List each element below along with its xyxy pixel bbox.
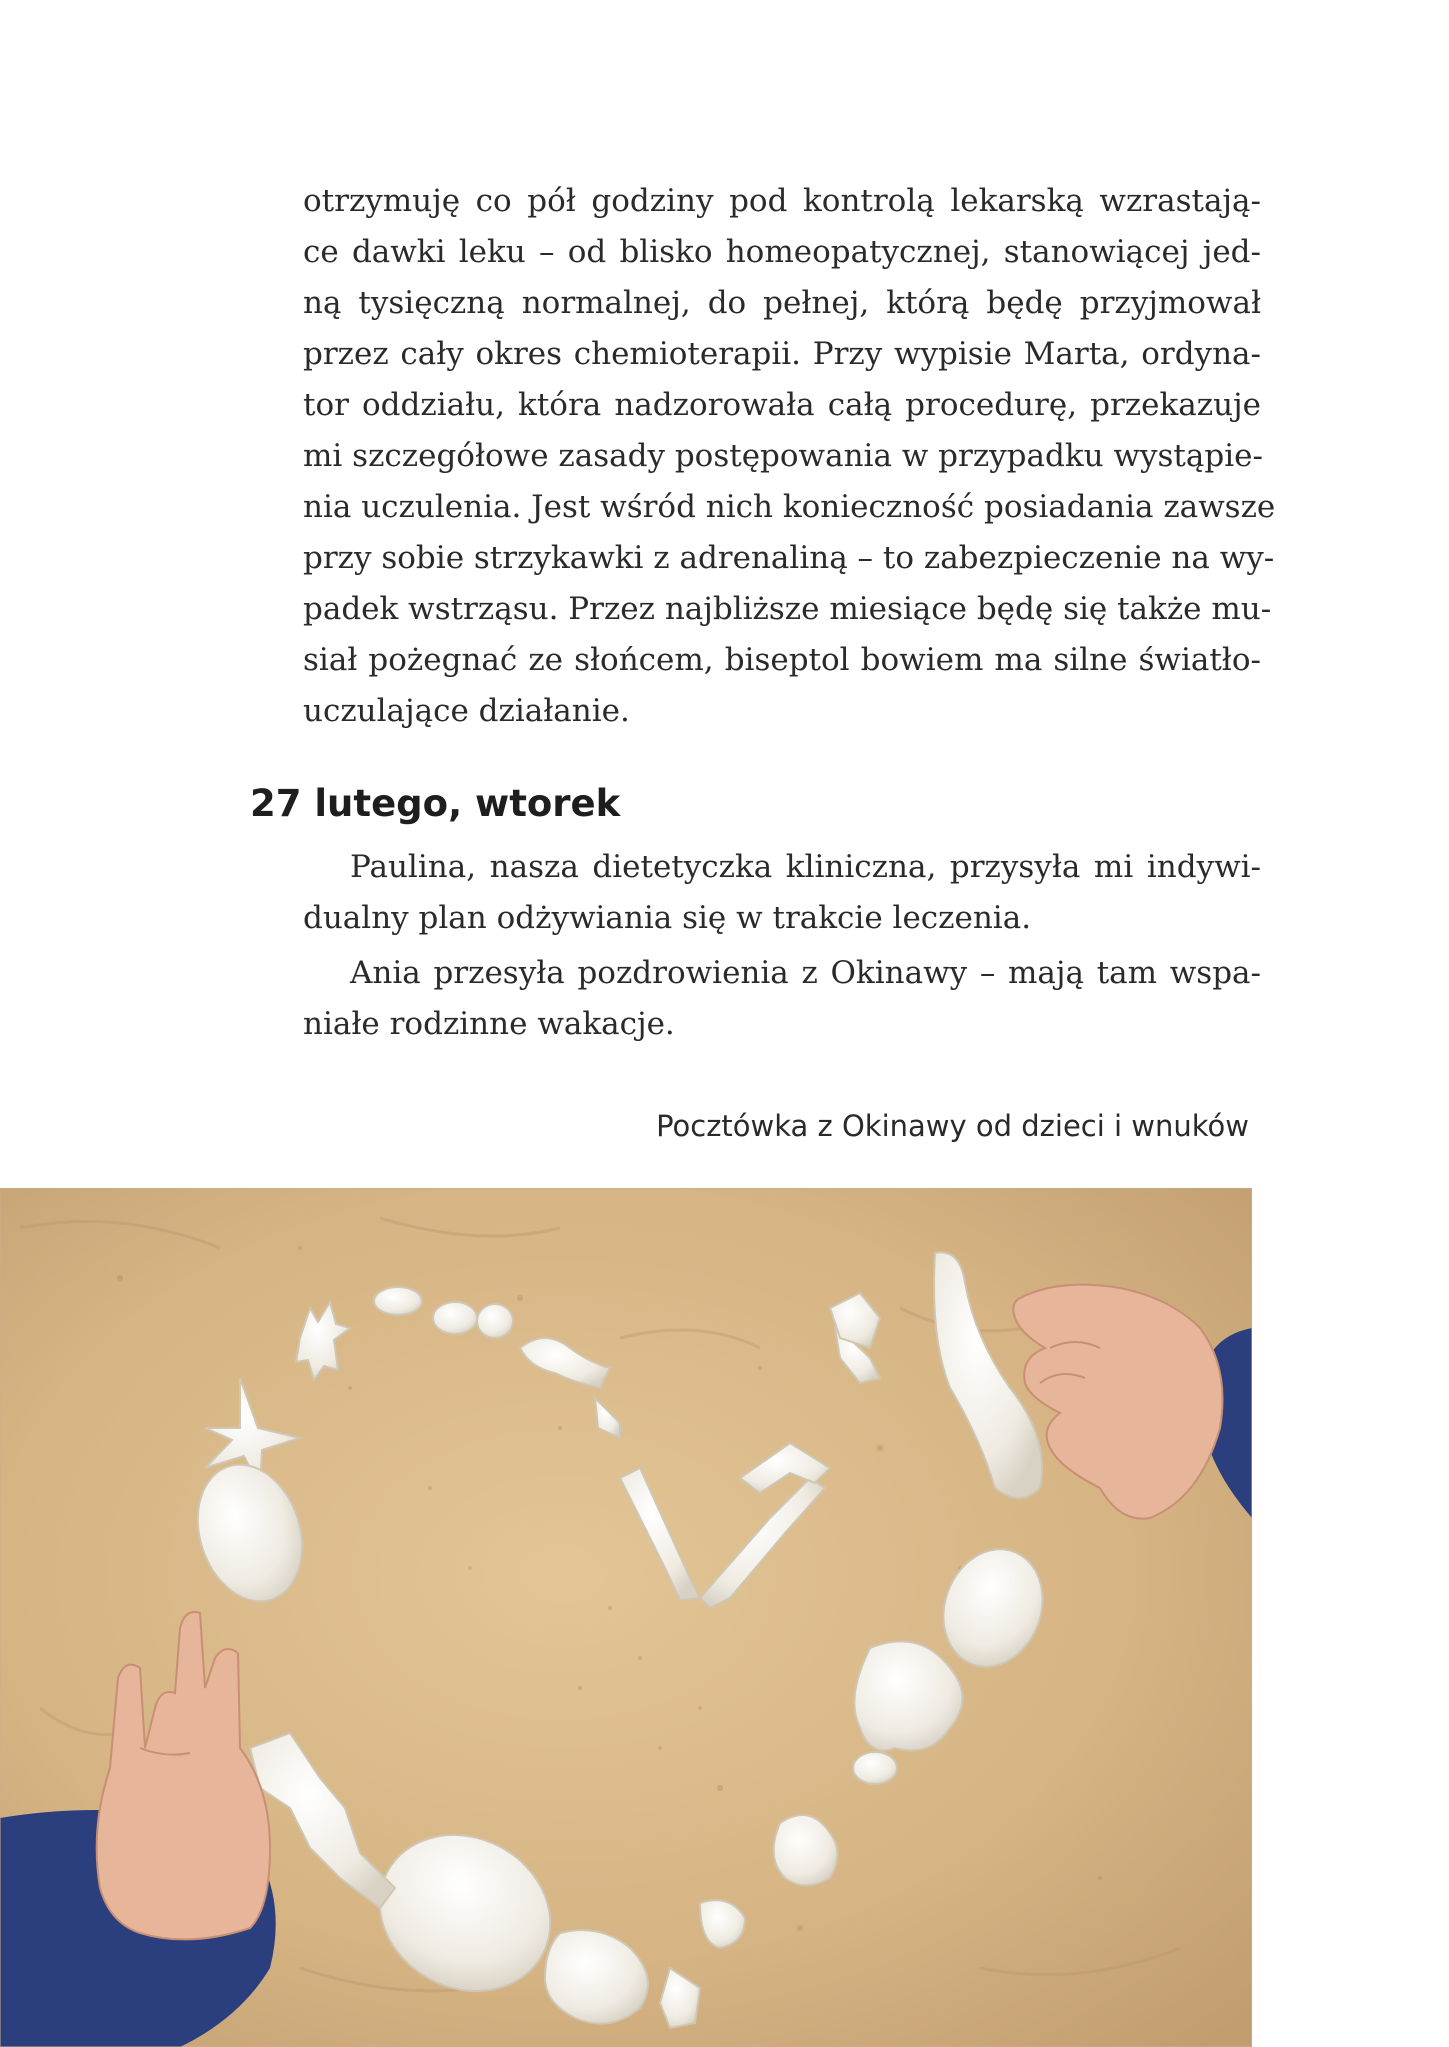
text-line: ce dawki leku – od blisko homeopatycznej, stanowiącej jed- xyxy=(303,234,1261,270)
text-line: uczulające działanie. xyxy=(303,693,630,729)
text-line: siał pożegnać ze słońcem, biseptol bowiem ma silne światło- xyxy=(303,642,1261,678)
text-line: nia uczulenia. Jest wśród nich konieczność posiadania zawsze xyxy=(303,489,1276,525)
sand-heart-photo xyxy=(0,1188,1252,2047)
text-line: ną tysięczną normalnej, do pełnej, którą będę przyjmował xyxy=(303,285,1261,321)
text-line: Ania przesyła pozdrowienia z Okinawy – mają tam wspa- xyxy=(350,955,1261,991)
entry-date-heading: 27 lutego, wtorek xyxy=(250,782,621,825)
text-line: tor oddziału, która nadzorowała całą procedurę, przekazuje xyxy=(303,387,1261,423)
text-line: Paulina, nasza dietetyczka kliniczna, przysyła mi indywi- xyxy=(350,849,1261,885)
text-line: otrzymuję co pół godziny pod kontrolą lekarską wzrastają- xyxy=(303,183,1261,219)
text-line: przy sobie strzykawki z adrenaliną – to zabezpieczenie na wy- xyxy=(303,540,1275,576)
text-line: dualny plan odżywiania się w trakcie leczenia. xyxy=(303,900,1032,936)
photo-caption: Pocztówka z Okinawy od dzieci i wnuków xyxy=(656,1109,1249,1143)
text-line: niałe rodzinne wakacje. xyxy=(303,1006,675,1042)
text-line: padek wstrząsu. Przez najbliższe miesiące będę się także mu- xyxy=(303,591,1272,627)
photo-illustration xyxy=(0,1188,1252,2047)
text-line: mi szczegółowe zasady postępowania w przypadku wystąpie- xyxy=(303,438,1263,474)
text-line: przez cały okres chemioterapii. Przy wypisie Marta, ordyna- xyxy=(303,336,1261,372)
